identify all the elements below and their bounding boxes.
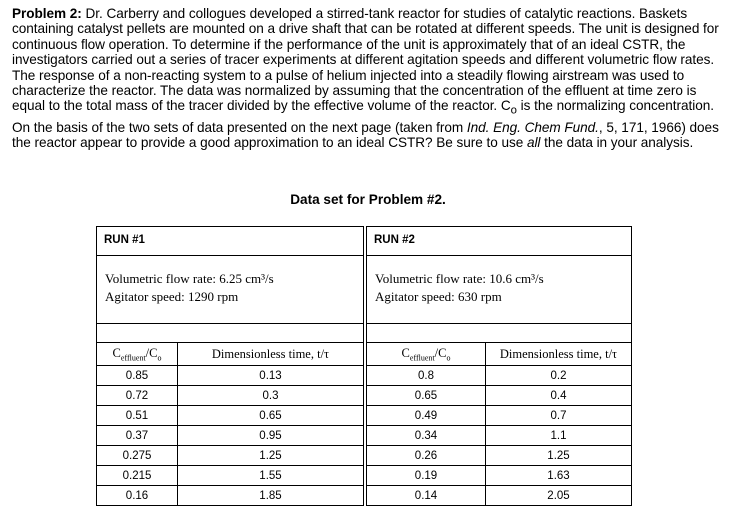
- table-cell: 0.85: [97, 366, 178, 386]
- table-cell: 0.37: [97, 426, 178, 446]
- table-cell: 1.25: [178, 446, 364, 466]
- table-cell: 0.51: [97, 406, 178, 426]
- table-row: [97, 406, 363, 426]
- table-cell: 0.3: [178, 386, 364, 406]
- run-2-spacer: [367, 323, 631, 342]
- table-row: [367, 446, 631, 466]
- table-cell: 0.14: [367, 486, 486, 506]
- table-cell: 1.63: [486, 466, 632, 486]
- problem-text-b: is the normalizing concentration. On the basis of the two sets of data presented on the next page (taken from: [12, 98, 714, 135]
- table-cell: 1.1: [486, 426, 632, 446]
- table-cell: 0.8: [367, 366, 486, 386]
- run-1-flow-rate: Volumetric flow rate: 6.25 cm³/s: [105, 271, 274, 286]
- table-cell: 0.65: [367, 386, 486, 406]
- table-cell: 0.2: [486, 366, 632, 386]
- run-1-spacer: [97, 323, 363, 342]
- table-cell: 0.7: [486, 406, 632, 426]
- table-cell: 1.85: [178, 486, 364, 506]
- table-row: [367, 466, 631, 486]
- table-cell: 0.49: [367, 406, 486, 426]
- run-1-title: RUN #1: [104, 234, 145, 246]
- normalizing-subscript: o: [510, 105, 517, 118]
- table-cell: 0.16: [97, 486, 178, 506]
- run-1-table: [97, 342, 363, 505]
- table-row: [97, 446, 363, 466]
- table-cell: 0.13: [178, 366, 364, 386]
- table-row: [367, 386, 631, 406]
- problem-text-c: , 5, 171, 1966) does the reactor appear to provide a good approximation to an ideal CSTR? Be sure to use: [12, 119, 719, 150]
- table-cell: 0.95: [178, 426, 364, 446]
- run-1-agitator-speed: Agitator speed: 1290 rpm: [105, 289, 239, 304]
- table-row: [367, 486, 631, 506]
- journal-name: Ind. Eng. Chem Fund.: [466, 119, 599, 135]
- table-cell: 1.55: [178, 466, 364, 486]
- concentration-header: $C_{effluent}/C_o$: [367, 343, 486, 366]
- time-header: Dimensionless time, t/τ: [486, 343, 632, 366]
- table-row: [97, 366, 363, 386]
- table-row: [367, 366, 631, 386]
- table-row: [97, 426, 363, 446]
- table-row: [97, 466, 363, 486]
- table-cell: 2.05: [486, 486, 632, 506]
- table-cell: 0.19: [367, 466, 486, 486]
- table-cell: 0.215: [97, 466, 178, 486]
- table-cell: 0.4: [486, 386, 632, 406]
- run-1-conditions: [97, 255, 363, 323]
- run-2-conditions: [367, 255, 631, 323]
- table-row: [367, 426, 631, 446]
- time-header: Dimensionless time, t/τ: [178, 343, 364, 366]
- problem-title: Problem 2:: [12, 6, 82, 21]
- table-cell: 0.275: [97, 446, 178, 466]
- run-2-table: [367, 342, 631, 505]
- table-row: [97, 486, 363, 506]
- concentration-header: $C_{effluent}/C_o$: [97, 343, 178, 366]
- table-cell: 0.26: [367, 446, 486, 466]
- table-header-row: [367, 343, 631, 366]
- run-1-panel: [96, 226, 364, 506]
- problem-text-d: the data in your analysis.: [540, 134, 694, 150]
- problem-statement: [12, 6, 730, 150]
- run-2-agitator-speed: Agitator speed: 630 rpm: [375, 289, 502, 304]
- table-cell: 0.72: [97, 386, 178, 406]
- table-cell: 1.25: [486, 446, 632, 466]
- run-2-panel: [366, 226, 632, 506]
- emphasis-all: all: [526, 134, 541, 150]
- run-2-flow-rate: Volumetric flow rate: 10.6 cm³/s: [375, 271, 544, 286]
- run-2-title: RUN #2: [374, 234, 415, 246]
- data-set-caption: Data set for Problem #2.: [290, 192, 446, 207]
- table-cell: 0.34: [367, 426, 486, 446]
- table-row: [97, 386, 363, 406]
- problem-text-a: Dr. Carberry and collogues developed a stirred-tank reactor for studies of catalytic reactions. Baskets containing catalyst pellets are mounted on a drive shaft that can be rotated at different speeds. The unit is designed for continuous flow operation. To determine if the performance of the unit is approximately that of an ideal CSTR, the investigators carried out a series of tracer experiments at different agitation speeds and different volumetric flow rates. The response of a non-reacting system to a pulse of helium injected into a steadily flowing airstream was used to characterize the reactor. The data was normalized by assuming that the concentration of the effluent at time zero is equal to the total mass of the tracer divided by the effective volume of the reactor. C: [12, 6, 719, 114]
- table-row: [367, 406, 631, 426]
- table-header-row: [97, 343, 363, 366]
- table-cell: 0.65: [178, 406, 364, 426]
